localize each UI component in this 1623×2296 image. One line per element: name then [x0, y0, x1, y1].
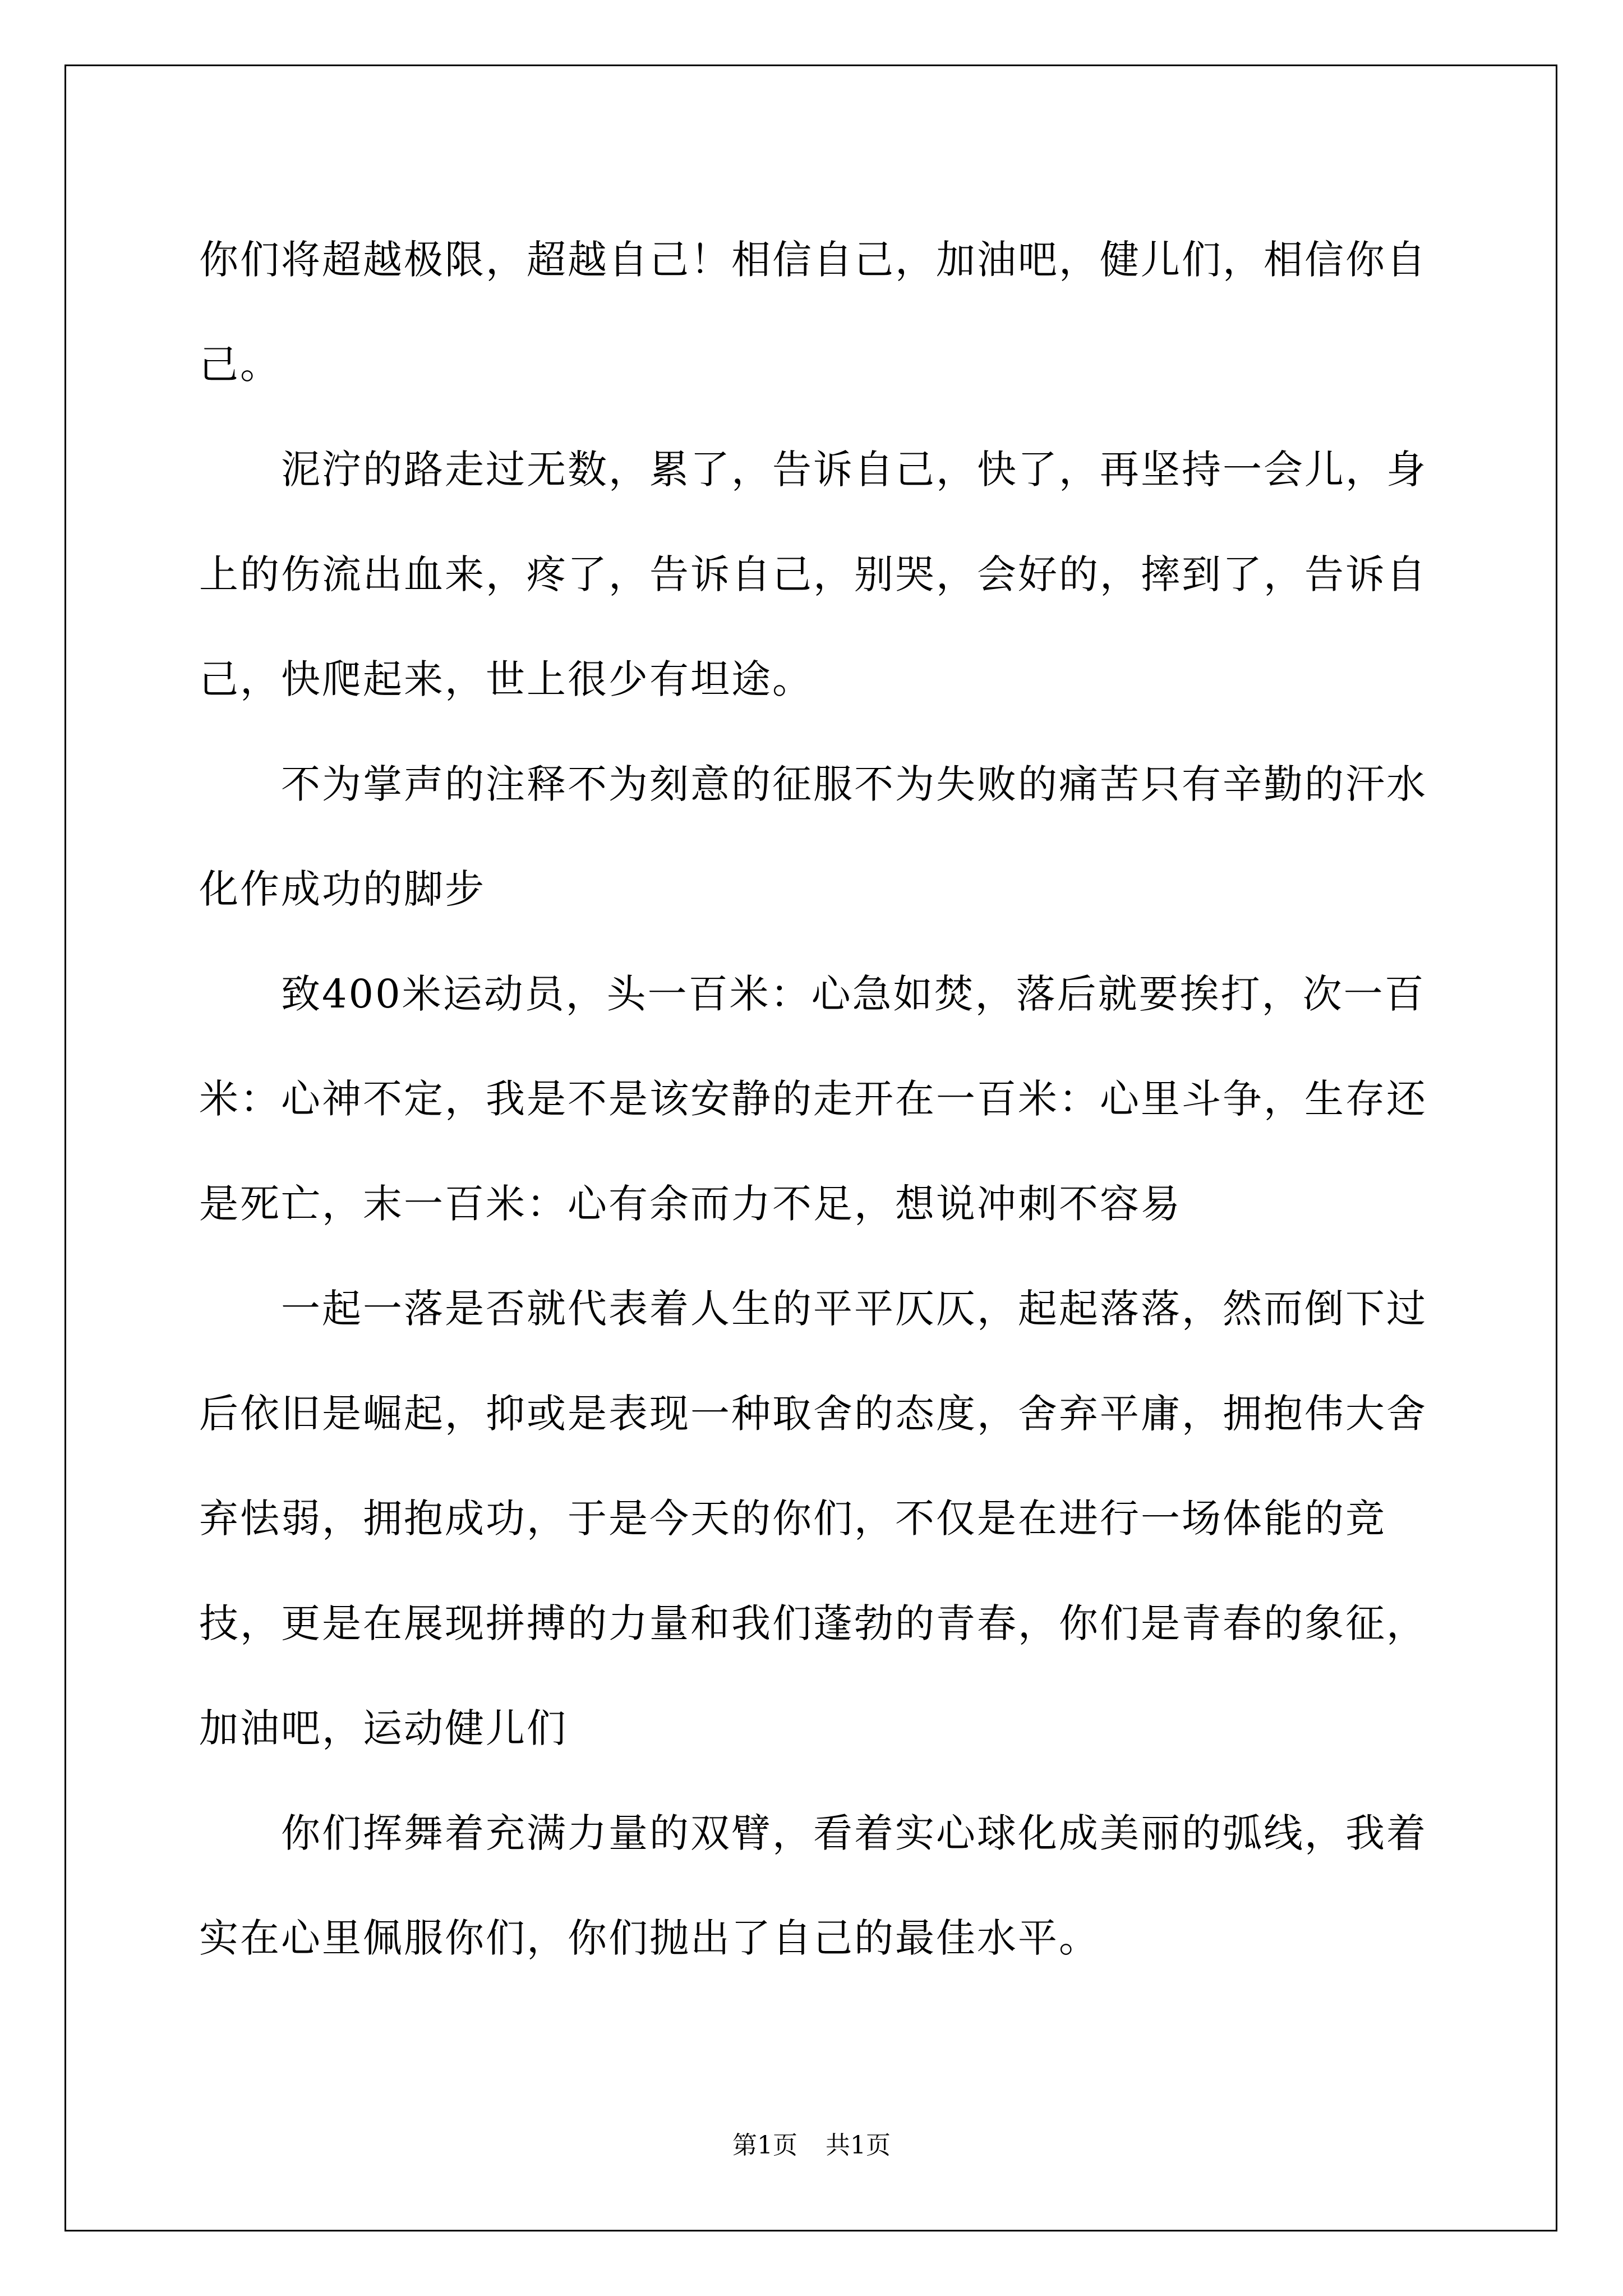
- paragraph-4: 致400米运动员，头一百米：心急如焚，落后就要挨打，次一百米：心神不定，我是不是该安静的走开在一百米：心里斗争，生存还是死亡，末一百米：心有余而力不足，想说冲刺不容易: [199, 971, 1427, 1227]
- paragraph-1: 你们将超越极限，超越自己！相信自己，加油吧，健儿们，相信你自己。: [199, 237, 1427, 388]
- page-number-current: 第1页: [732, 2131, 797, 2160]
- paragraph-2: 泥泞的路走过无数，累了，告诉自己，快了，再坚持一会儿，身上的伤流出血来，疼了，告诉自己，别哭，会好的，摔到了，告诉自己，快爬起来，世上很少有坦途。: [199, 447, 1427, 702]
- page-number-total: 共1页: [826, 2131, 891, 2160]
- paragraph-5: 一起一落是否就代表着人生的平平仄仄，起起落落，然而倒下过后依旧是崛起，抑或是表现一种取舍的态度，舍弃平庸，拥抱伟大舍弃怯弱，拥抱成功，于是今天的你们，不仅是在进行一场体能的竞技，更是在展现拼搏的力量和我们蓬勃的青春，你们是青春的象征，加油吧，运动健儿们: [199, 1286, 1427, 1751]
- paragraph-3: 不为掌声的注释不为刻意的征服不为失败的痛苦只有辛勤的汗水化作成功的脚步: [199, 761, 1427, 912]
- paragraph-6: 你们挥舞着充满力量的双臂，看着实心球化成美丽的弧线，我着实在心里佩服你们，你们抛出了自己的最佳水平。: [199, 1810, 1427, 1961]
- page-footer: [0, 2129, 1623, 2162]
- document-body: [199, 208, 1455, 1991]
